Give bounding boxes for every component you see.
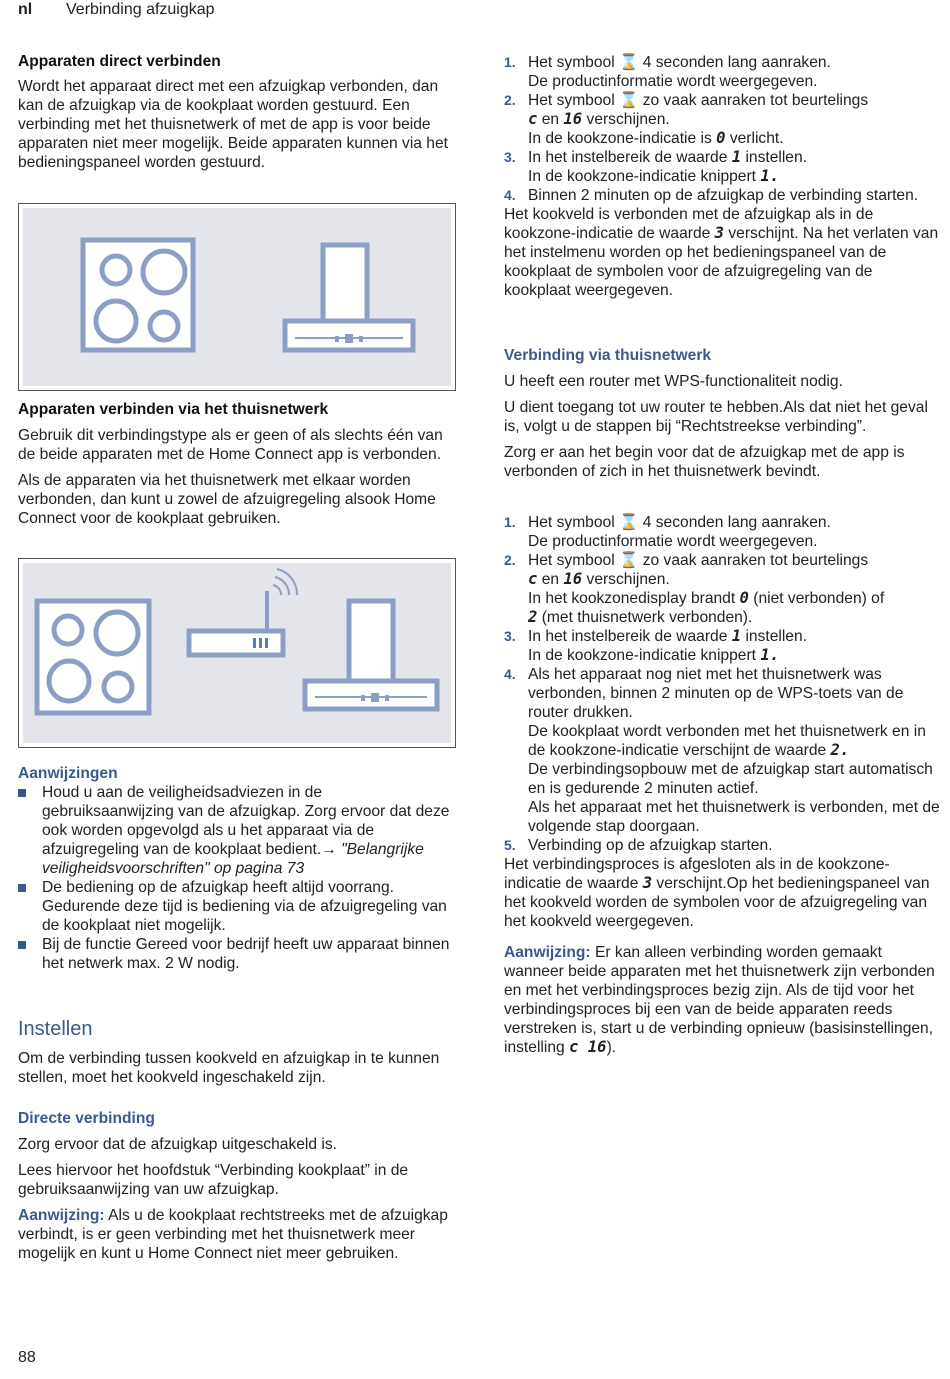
figure-direct-connection (18, 203, 456, 391)
hob-and-hood-illustration (23, 208, 451, 386)
section-text: Om de verbinding tussen kookveld en afzuigkap in te kunnen stellen, moet het kookveld ingeschakeld zijn. (18, 1050, 440, 1086)
step-item: 4. Als het apparaat nog niet met het thuisnetwerk was verbonden, binnen 2 minuten op de WPS-toets van de router drukken. De kookplaat wordt verbonden met het thuisnetwerk en in de kookzone-indicatie verschijnt de waarde 2. De verbindingsopbouw met de afzuigkap start automatisch en is gedurende 2 minuten actief. Als het apparaat met het thuisnetwerk is verbonden, met de volgende stap doorgaan. (504, 666, 940, 835)
step-item: 3. In het instelbereik de waarde 1 instellen. In de kookzone-indicatie knippert 1. (504, 148, 807, 185)
step-item: 1. Het symbool ⌛ 4 seconden lang aanraken. De productinformatie wordt weergegeven. (504, 54, 831, 90)
step-item: 2. Het symbool ⌛ zo vaak aanraken tot beurtelings c en 16 verschijnen. In het kookzonedisplay brandt 0 (niet verbonden) of 2 (met thuisnetwerk verbonden). (504, 552, 885, 626)
section-direct-verbinding (18, 1109, 454, 1263)
segment-display-c: c (528, 110, 538, 128)
steps-direct (504, 53, 940, 300)
result-text: Het kookveld is verbonden met de afzuigkap als in de kookzone-indicatie de waarde 3 verschijnt. Na het verlaten van het instelmenu worden op het bedieningspaneel van de kookplaat de symbolen voor de afzuigregeling van de kookplaat weergegeven. (504, 206, 939, 299)
page-header-title: Verbinding afzuigkap (66, 1, 215, 18)
note-label: Aanwijzing: (18, 1207, 105, 1224)
segment-display-0: 0 (716, 129, 726, 147)
section-notes (18, 764, 454, 973)
section-instellen (18, 1020, 454, 1087)
section-heading: Verbinding via thuisnetwerk (504, 347, 712, 364)
segment-display-1: 1 (731, 148, 742, 166)
steps-network (504, 513, 940, 1057)
section-text: Als de apparaten via het thuisnetwerk met elkaar worden verbonden, dan kunt u zowel de afzuigregeling alsook Home Connect voor de kookplaat gebruiken. (18, 472, 436, 527)
list-item: De bediening op de afzuigkap heeft altijd voorrang. Gedurende deze tijd is bediening via de afzuigregeling van de kookplaat niet mogelijk. (18, 878, 454, 935)
section-text: U dient toegang tot uw router te hebben.Als dat niet het geval is, volgt u de stappen bij “Rechtstreekse verbinding”. (504, 399, 928, 435)
note-label: Aanwijzing: (504, 944, 591, 961)
segment-display-3: 3 (714, 224, 725, 242)
language-code: nl (18, 1, 33, 18)
list-item: Bij de functie Gereed voor bedrijf heeft uw apparaat binnen het netwerk max. 2 W nodig. (18, 935, 454, 973)
page-number: 88 (18, 1349, 36, 1366)
notes-heading: Aanwijzingen (18, 765, 118, 782)
page-reference-link[interactable]: "Belangrijke veiligheidsvoorschriften" op pagina 73 (42, 841, 424, 877)
section-text: Zorg ervoor dat de afzuigkap uitgeschakeld is. (18, 1136, 337, 1153)
segment-display-2-dot: 2. (830, 741, 850, 759)
segment-display-16: 16 (563, 110, 583, 128)
step-item: 2. Het symbool ⌛ zo vaak aanraken tot beurtelings c en 16 verschijnen. In de kookzone-indicatie is 0 verlicht. (504, 92, 869, 147)
segment-display-1: 1 (731, 627, 742, 645)
segment-display-c16: c 16 (569, 1038, 607, 1056)
segment-display-2: 2 (528, 608, 538, 626)
section-heading: Directe verbinding (18, 1110, 155, 1127)
section-heading: Apparaten verbinden via het thuisnetwerk (18, 401, 329, 418)
segment-display-3: 3 (642, 874, 653, 892)
section-text: Wordt het apparaat direct met een afzuigkap verbonden, dan kan de afzuigkap via de kookplaat worden gestuurd. Een verbinding met het thuisnetwerk of met de app is voor beide apparaten niet meer mogelijk. Beide apparaten kunnen via het bedieningspaneel worden gestuurd. (18, 78, 448, 171)
hob-icon (83, 240, 193, 350)
hood-icon (285, 245, 413, 350)
section-network (504, 346, 940, 481)
hob-router-hood-illustration (23, 563, 451, 743)
hob-icon (37, 601, 149, 713)
segment-display-16: 16 (563, 570, 583, 588)
section-heading: Apparaten direct verbinden (18, 53, 221, 70)
segment-display-1-dot: 1. (760, 646, 780, 664)
hood-icon (305, 601, 437, 709)
hourglass-icon: ⌛ (619, 92, 639, 109)
step-item: 1. Het symbool ⌛ 4 seconden lang aanraken. De productinformatie wordt weergegeven. (504, 514, 831, 550)
result-text: Het verbindingsproces is afgesloten als in de kookzone-indicatie de waarde 3 verschijnt.Op het bedieningspaneel van het kookveld worden de symbolen voor de afzuigregeling van het kookveld weergegeven. (504, 856, 930, 930)
section-text: Gebruik dit verbindingstype als er geen of als slechts één van de beide apparaten met de Home Connect app is verbonden. (18, 427, 443, 463)
step-item: 5. Verbinding op de afzuigkap starten. (504, 837, 773, 854)
section-heading: Instellen (18, 1018, 93, 1040)
step-item: 3. In het instelbereik de waarde 1 instellen. In de kookzone-indicatie knippert 1. (504, 627, 807, 664)
segment-display-c: c (528, 570, 538, 588)
hourglass-icon: ⌛ (619, 54, 639, 71)
note-text: Aanwijzing: Als u de kookplaat rechtstreeks met de afzuigkap verbindt, is er geen verbinding met het thuisnetwerk meer mogelijk en kunt u Home Connect niet meer gebruiken. (18, 1207, 448, 1262)
segment-display-0: 0 (739, 589, 749, 607)
section-direct-connect (18, 52, 454, 172)
router-icon (189, 569, 297, 655)
figure-network-connection (18, 558, 456, 748)
note-text: Aanwijzing: Er kan alleen verbinding worden gemaakt wanneer beide apparaten met het thuisnetwerk zijn verbonden en met het verbindingsproces bezig zijn. Als de tijd voor het verbindingsproces bij een van de beide apparaten reeds verstreken is, start u de verbinding opnieuw (basisinstellingen, instelling c 16). (504, 944, 935, 1056)
section-network-connect (18, 400, 454, 528)
list-item: Houd u aan de veiligheidsadviezen in de gebruiksaanwijzing van de afzuigkap. Zorg ervoor dat deze ook worden opgevolgd als u het apparaat via de afzuigregeling van de kookplaat bedient.→ "Belangrijke veiligheidsvoorschriften" op pagina 73 (18, 783, 454, 878)
step-item: 4. Binnen 2 minuten op de afzuigkap de verbinding starten. (504, 187, 919, 204)
section-text: Lees hiervoor het hoofdstuk “Verbinding kookplaat” in de gebruiksaanwijzing van uw afzuigkap. (18, 1162, 409, 1198)
section-text: Zorg er aan het begin voor dat de afzuigkap met de app is verbonden of zich in het thuisnetwerk bevindt. (504, 444, 905, 480)
section-text: U heeft een router met WPS-functionaliteit nodig. (504, 373, 843, 390)
hourglass-icon: ⌛ (619, 514, 639, 531)
hourglass-icon: ⌛ (619, 552, 639, 569)
segment-display-1-dot: 1. (760, 167, 780, 185)
arrow-icon: → (321, 841, 337, 858)
